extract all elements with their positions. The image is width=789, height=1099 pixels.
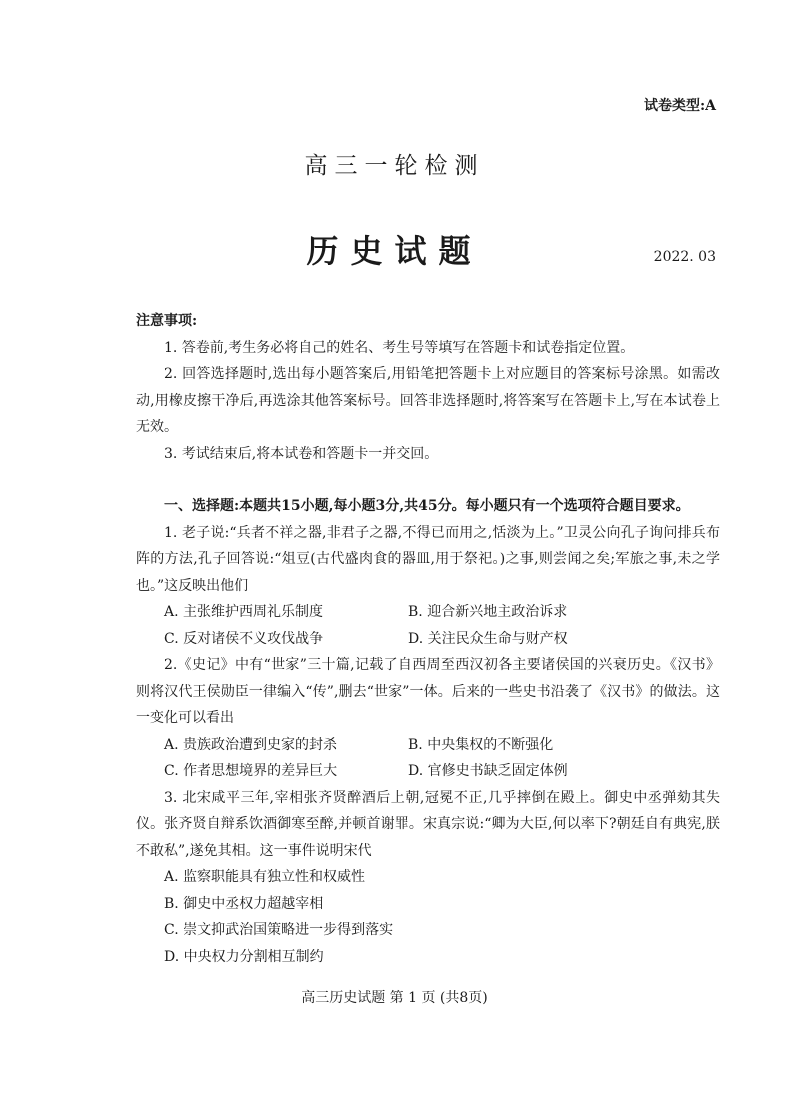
options-row	[136, 626, 720, 653]
option-c: C. 反对诸侯不义攻伐战争	[164, 630, 324, 647]
question-stem: 2.《史记》中有“世家”三十篇,记载了自西周至西汉初各主要诸侯国的兴衰历史。《汉书》则将汉代王侯勋臣一律编入“传”,删去“世家”一体。后来的一些史书沿袭了《汉书》的做法。这一变化可以看出	[136, 657, 720, 726]
options-row	[136, 599, 720, 626]
note-item: 2. 回答选择题时,选出每小题答案后,用铅笔把答题卡上对应题目的答案标号涂黑。如需改动,用橡皮擦干净后,再选涂其他答案标号。回答非选择题时,将答案写在答题卡上,写在本试卷上无效。	[136, 366, 720, 435]
exam-body	[136, 308, 720, 970]
paper-type-label: 试卷类型:A	[643, 98, 716, 114]
option-c: C. 作者思想境界的差异巨大	[164, 763, 338, 779]
option-b: B. 御史中丞权力超越宰相	[164, 895, 324, 912]
option-c: C. 崇文抑武治国策略进一步得到落实	[164, 922, 394, 938]
question-2	[136, 652, 720, 785]
option-d: D. 官修史书缺乏固定体例	[408, 763, 568, 779]
section-heading: 一、选择题:本题共15小题,每小题3分,共45分。每小题只有一个选项符合题目要求。	[164, 498, 690, 514]
option-a: A. 主张维护西周礼乐制度	[164, 604, 324, 620]
options-row	[136, 732, 720, 759]
note-item: 3. 考试结束后,将本试卷和答题卡一并交回。	[164, 445, 439, 462]
exam-date: 2022. 03	[653, 249, 716, 265]
option-b: B. 迎合新兴地主政治诉求	[408, 604, 568, 620]
option-a: A. 监察职能具有独立性和权威性	[164, 869, 366, 885]
exam-subtitle: 高三一轮检测	[304, 153, 485, 179]
notes-heading: 注意事项:	[136, 313, 198, 329]
page-footer: 高三历史试题 第 1 页 (共8页)	[301, 990, 488, 1006]
question-1	[136, 520, 720, 653]
exam-title: 历史试题	[306, 232, 483, 270]
question-3	[136, 785, 720, 971]
option-a: A. 贵族政治遭到史家的封杀	[164, 736, 338, 753]
option-d: D. 关注民众生命与财产权	[408, 630, 568, 647]
options-row	[136, 758, 720, 785]
option-b: B. 中央集权的不断强化	[408, 736, 554, 753]
question-stem: 1. 老子说:“兵者不祥之器,非君子之器,不得已而用之,恬淡为上。”卫灵公向孔子询问排兵布阵的方法,孔子回答说:“俎豆(古代盛肉食的器皿,用于祭祀。)之事,则尝闻之矣;军旅之事,未之学也。”这反映出他们	[136, 524, 720, 594]
option-d: D. 中央权力分割相互制约	[164, 948, 324, 965]
question-stem: 3. 北宋咸平三年,宰相张齐贤醉酒后上朝,冠冕不正,几乎摔倒在殿上。御史中丞弹劾其失仪。张齐贤自辩系饮酒御寒至醉,并顿首谢罪。宋真宗说:“卿为大臣,何以率下?朝廷自有典宪,朕不敢私”,遂免其相。这一事件说明宋代	[136, 789, 720, 859]
note-item: 1. 答卷前,考生务必将自己的姓名、考生号等填写在答题卡和试卷指定位置。	[164, 339, 635, 356]
